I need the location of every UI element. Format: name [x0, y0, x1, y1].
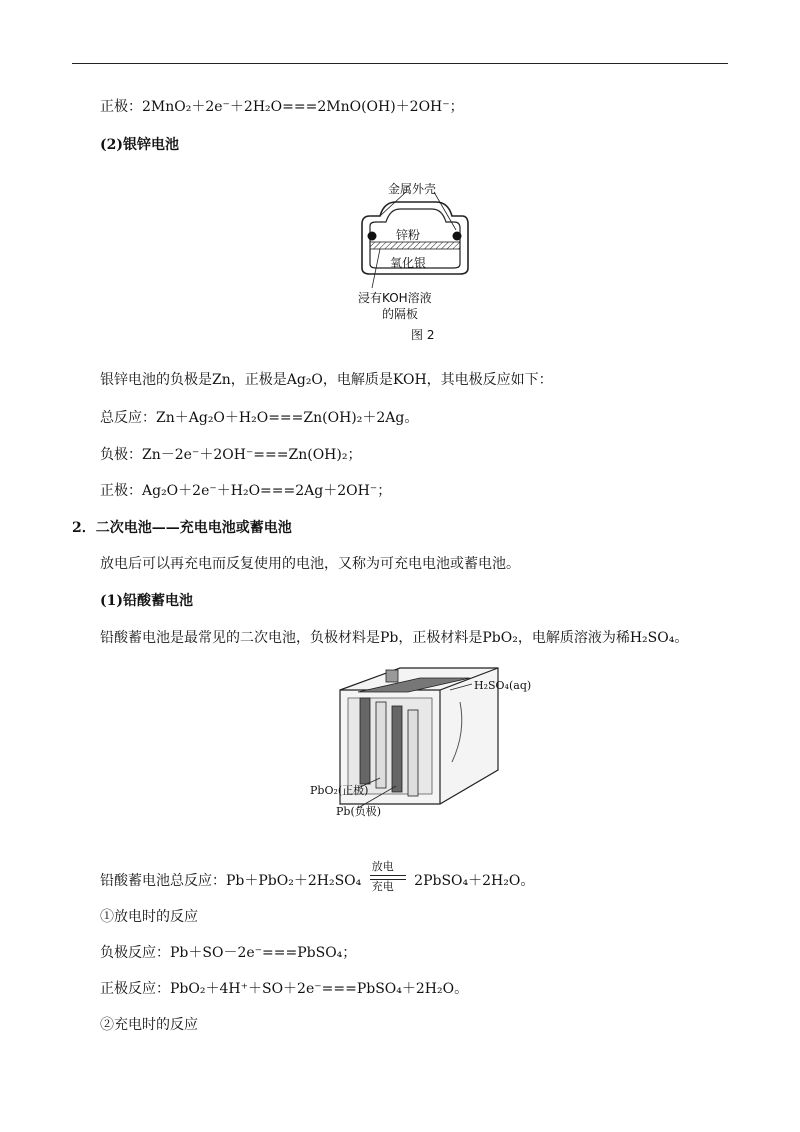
heading-lead-acid: (1)铅酸蓄电池 [100, 593, 193, 609]
lead-total-right: 2PbSO₄＋2H₂O。 [414, 873, 535, 889]
label-pbo2-positive: PbO₂(正极) [310, 784, 369, 797]
label-separator-line2: 的隔板 [382, 307, 419, 321]
lead-acid-description: 铅酸蓄电池是最常见的二次电池，负极材料是Pb，正极材料是PbO₂，电解质溶液为稀H₂SO₄。 [100, 630, 689, 646]
heading-silver-zinc: (2)银锌电池 [100, 137, 179, 153]
label-silver-oxide: 氧化银 [390, 256, 427, 270]
silver-zinc-description: 银锌电池的负极是Zn，正极是Ag₂O，电解质是KOH，其电极反应如下： [100, 372, 553, 388]
label-zinc-powder: 锌粉 [396, 228, 421, 242]
heading-secondary-battery: 2．二次电池——充电电池或蓄电池 [72, 520, 292, 536]
cathode-equation: 正极：2MnO₂＋2e⁻＋2H₂O===2MnO(OH)＋2OH⁻； [100, 99, 464, 115]
label-pb-negative: Pb(负极) [336, 805, 382, 818]
discharge-heading: ①放电时的反应 [100, 909, 198, 925]
lead-total-left: 铅酸蓄电池总反应：Pb＋PbO₂＋2H₂SO₄ [100, 873, 362, 889]
positive-electrode-reaction: 正极：Ag₂O＋2e⁻＋H₂O===2Ag＋2OH⁻； [100, 483, 392, 499]
charge-heading: ②充电时的反应 [100, 1017, 198, 1033]
lead-acid-total-reaction [100, 860, 535, 893]
label-metal-shell: 金属外壳 [388, 182, 437, 196]
arrow-label-discharge: 放电 [371, 860, 394, 873]
label-sulfuric-acid: H₂SO₄(aq) [474, 679, 532, 692]
label-separator-line1: 浸有KOH溶液 [358, 291, 432, 305]
negative-electrode-reaction: 负极：Zn－2e⁻＋2OH⁻===Zn(OH)₂； [100, 447, 362, 463]
header-rule [72, 63, 728, 64]
reversible-arrow-icon [370, 860, 406, 893]
figure-caption: 图 2 [411, 328, 435, 342]
total-reaction: 总反应：Zn＋Ag₂O＋H₂O===Zn(OH)₂＋2Ag。 [100, 410, 419, 426]
lead-positive-reaction: 正极反应：PbO₂＋4H⁺＋SO＋2e⁻===PbSO₄＋2H₂O。 [100, 981, 469, 997]
arrow-label-charge: 充电 [371, 880, 394, 893]
secondary-battery-description: 放电后可以再充电而反复使用的电池，又称为可充电电池或蓄电池。 [100, 556, 520, 572]
lead-negative-reaction: 负极反应：Pb＋SO－2e⁻===PbSO₄； [100, 945, 357, 961]
